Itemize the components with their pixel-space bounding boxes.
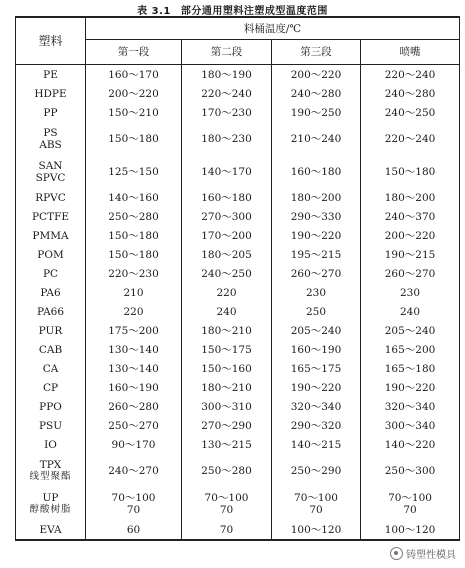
temperature-cell: 160～170 bbox=[86, 65, 182, 85]
table-row bbox=[16, 302, 460, 321]
temperature-cell: 250～280 bbox=[182, 454, 272, 487]
temperature-cell: 240～280 bbox=[361, 84, 460, 103]
table-row bbox=[16, 520, 460, 540]
temperature-cell: 240～270 bbox=[86, 454, 182, 487]
temperature-cell: 240 bbox=[361, 302, 460, 321]
table-row bbox=[16, 122, 460, 155]
plastic-name-cell bbox=[16, 207, 86, 226]
plastic-name: ABS bbox=[39, 138, 62, 151]
temperature-cell: 190～215 bbox=[361, 245, 460, 264]
temperature-cell: 150～180 bbox=[361, 155, 460, 188]
table-row bbox=[16, 454, 460, 487]
zone-header: 第一段 bbox=[86, 40, 182, 65]
temperature-cell: 320～340 bbox=[272, 397, 361, 416]
temperature-cell: 130～140 bbox=[86, 340, 182, 359]
temperature-cell: 150～175 bbox=[182, 340, 272, 359]
temperature-cell: 180～200 bbox=[272, 188, 361, 207]
temperature-cell: 270～300 bbox=[182, 207, 272, 226]
plastic-name-cell bbox=[16, 454, 86, 487]
temperature-cell: 150～160 bbox=[182, 359, 272, 378]
temperature-cell: 140～215 bbox=[272, 435, 361, 454]
temperature-table bbox=[15, 16, 460, 541]
table-row bbox=[16, 103, 460, 122]
temperature-cell: 260～280 bbox=[86, 397, 182, 416]
plastic-name-cell bbox=[16, 520, 86, 540]
plastic-name: 醇酸树脂 bbox=[29, 503, 72, 515]
plastic-name: TPX bbox=[39, 458, 62, 471]
plastic-name: PA66 bbox=[36, 305, 65, 318]
plastic-name-cell bbox=[16, 155, 86, 188]
temperature-cell: 140～160 bbox=[86, 188, 182, 207]
plastic-name-cell bbox=[16, 283, 86, 302]
temperature-cell: 70～100 70 bbox=[86, 487, 182, 520]
temperature-cell: 250～280 bbox=[86, 207, 182, 226]
plastic-name: PC bbox=[42, 267, 59, 280]
plastic-name: PMMA bbox=[32, 229, 69, 242]
table-caption bbox=[0, 2, 465, 17]
temperature-cell: 160～190 bbox=[86, 378, 182, 397]
temperature-cell: 240 bbox=[182, 302, 272, 321]
table-row bbox=[16, 321, 460, 340]
temperature-cell: 170～200 bbox=[182, 226, 272, 245]
zone-header: 第三段 bbox=[272, 40, 361, 65]
table-row bbox=[16, 207, 460, 226]
temperature-cell: 180～190 bbox=[182, 65, 272, 85]
temperature-cell: 180～210 bbox=[182, 378, 272, 397]
temperature-cell: 170～230 bbox=[182, 103, 272, 122]
plastic-name-cell bbox=[16, 321, 86, 340]
table-row bbox=[16, 435, 460, 454]
plastic-name: PSU bbox=[38, 419, 63, 432]
table-row bbox=[16, 155, 460, 188]
temperature-cell: 150～180 bbox=[86, 122, 182, 155]
temperature-cell: 300～340 bbox=[361, 416, 460, 435]
temperature-cell: 180～200 bbox=[361, 188, 460, 207]
plastic-name: POM bbox=[37, 248, 64, 261]
table-row bbox=[16, 65, 460, 85]
plastic-name-cell bbox=[16, 103, 86, 122]
table-row bbox=[16, 188, 460, 207]
watermark-text: 铸塑性模具 bbox=[406, 550, 456, 561]
temperature-cell: 230 bbox=[272, 283, 361, 302]
temperature-cell: 200～220 bbox=[86, 84, 182, 103]
zone-header: 喷嘴 bbox=[361, 40, 460, 65]
temperature-cell: 180～210 bbox=[182, 321, 272, 340]
temperature-cell: 250 bbox=[272, 302, 361, 321]
temperature-cell: 320～340 bbox=[361, 397, 460, 416]
plastic-name-cell bbox=[16, 84, 86, 103]
temperature-cell: 160～180 bbox=[182, 188, 272, 207]
temperature-cell: 205～240 bbox=[272, 321, 361, 340]
table-row bbox=[16, 359, 460, 378]
table-row bbox=[16, 416, 460, 435]
temperature-cell: 200～220 bbox=[272, 65, 361, 85]
temperature-cell: 220 bbox=[86, 302, 182, 321]
temperature-cell: 260～270 bbox=[361, 264, 460, 283]
table-body bbox=[16, 65, 460, 541]
temperature-cell: 160～190 bbox=[272, 340, 361, 359]
temperature-cell: 205～240 bbox=[361, 321, 460, 340]
temperature-cell: 270～290 bbox=[182, 416, 272, 435]
temperature-cell: 160～180 bbox=[272, 155, 361, 188]
temperature-cell: 165～175 bbox=[272, 359, 361, 378]
plastic-name: UP bbox=[42, 491, 59, 504]
table-row bbox=[16, 245, 460, 264]
plastic-name: EVA bbox=[39, 523, 62, 536]
plastic-name: PS bbox=[43, 126, 58, 139]
table-row bbox=[16, 340, 460, 359]
plastic-column-header: 塑料 bbox=[16, 17, 86, 65]
temperature-cell: 140～220 bbox=[361, 435, 460, 454]
temperature-cell: 220～230 bbox=[86, 264, 182, 283]
table-title: 部分通用塑料注塑成型温度范围 bbox=[180, 6, 328, 17]
table-row bbox=[16, 397, 460, 416]
plastic-name-cell bbox=[16, 264, 86, 283]
table-header bbox=[16, 17, 460, 65]
temperature-cell: 175～200 bbox=[86, 321, 182, 340]
temperature-cell: 190～250 bbox=[272, 103, 361, 122]
temperature-cell: 190～220 bbox=[272, 378, 361, 397]
temperature-cell: 240～280 bbox=[272, 84, 361, 103]
plastic-name: PUR bbox=[38, 324, 63, 337]
temperature-cell: 70～100 70 bbox=[272, 487, 361, 520]
temperature-cell: 250～270 bbox=[86, 416, 182, 435]
plastic-name: CAB bbox=[38, 343, 63, 356]
plastic-name: HDPE bbox=[34, 87, 67, 100]
temperature-cell: 190～220 bbox=[272, 226, 361, 245]
temperature-cell: 180～205 bbox=[182, 245, 272, 264]
temperature-cell: 250～290 bbox=[272, 454, 361, 487]
zone-header: 第二段 bbox=[182, 40, 272, 65]
temperature-cell: 70～100 70 bbox=[361, 487, 460, 520]
temperature-cell: 125～150 bbox=[86, 155, 182, 188]
plastic-name-cell bbox=[16, 359, 86, 378]
plastic-name: 线型聚酯 bbox=[29, 470, 72, 482]
temperature-cell: 220～240 bbox=[182, 84, 272, 103]
temperature-cell: 130～140 bbox=[86, 359, 182, 378]
temperature-cell: 210 bbox=[86, 283, 182, 302]
barrel-temperature-header: 料桶温度/℃ bbox=[86, 17, 460, 40]
temperature-cell: 70 bbox=[182, 520, 272, 540]
temperature-cell: 230 bbox=[361, 283, 460, 302]
table-row bbox=[16, 226, 460, 245]
plastic-name-cell bbox=[16, 416, 86, 435]
temperature-cell: 100～120 bbox=[272, 520, 361, 540]
temperature-cell: 150～180 bbox=[86, 245, 182, 264]
temperature-cell: 180～230 bbox=[182, 122, 272, 155]
temperature-cell: 150～210 bbox=[86, 103, 182, 122]
plastic-name: SPVC bbox=[35, 171, 66, 184]
plastic-name: SAN bbox=[38, 159, 63, 172]
plastic-name-cell bbox=[16, 65, 86, 85]
temperature-cell: 240～370 bbox=[361, 207, 460, 226]
plastic-name-cell bbox=[16, 226, 86, 245]
plastic-name: IO bbox=[44, 438, 57, 451]
plastic-name: PE bbox=[43, 68, 58, 81]
temperature-cell: 210～240 bbox=[272, 122, 361, 155]
plastic-name-cell bbox=[16, 340, 86, 359]
plastic-name: PP bbox=[43, 106, 58, 119]
plastic-name: CP bbox=[42, 381, 59, 394]
table-row bbox=[16, 264, 460, 283]
temperature-cell: 240～250 bbox=[182, 264, 272, 283]
table-row bbox=[16, 84, 460, 103]
temperature-cell: 165～180 bbox=[361, 359, 460, 378]
table-row bbox=[16, 487, 460, 520]
plastic-name-cell bbox=[16, 378, 86, 397]
plastic-name-cell bbox=[16, 245, 86, 264]
table-number: 表 3.1 bbox=[137, 6, 171, 17]
table-row bbox=[16, 378, 460, 397]
plastic-name-cell bbox=[16, 487, 86, 520]
temperature-cell: 195～215 bbox=[272, 245, 361, 264]
plastic-name-cell bbox=[16, 188, 86, 207]
temperature-cell: 250～300 bbox=[361, 454, 460, 487]
temperature-cell: 60 bbox=[86, 520, 182, 540]
plastic-name: PPO bbox=[39, 400, 62, 413]
plastic-name: PCTFE bbox=[31, 210, 70, 223]
plastic-name-cell bbox=[16, 397, 86, 416]
temperature-cell: 90～170 bbox=[86, 435, 182, 454]
temperature-cell: 200～220 bbox=[361, 226, 460, 245]
temperature-cell: 100～120 bbox=[361, 520, 460, 540]
temperature-cell: 140～170 bbox=[182, 155, 272, 188]
temperature-cell: 190～220 bbox=[361, 378, 460, 397]
plastic-name-cell bbox=[16, 122, 86, 155]
temperature-cell: 300～310 bbox=[182, 397, 272, 416]
plastic-name: PA6 bbox=[40, 286, 61, 299]
temperature-cell: 165～200 bbox=[361, 340, 460, 359]
plastic-name: CA bbox=[42, 362, 59, 375]
plastic-name-cell bbox=[16, 435, 86, 454]
plastic-name-cell bbox=[16, 302, 86, 321]
wechat-icon bbox=[390, 547, 403, 560]
temperature-cell: 220～240 bbox=[361, 122, 460, 155]
temperature-cell: 290～330 bbox=[272, 207, 361, 226]
table-row bbox=[16, 283, 460, 302]
temperature-cell: 220～240 bbox=[361, 65, 460, 85]
plastic-name: RPVC bbox=[35, 191, 66, 204]
temperature-cell: 70～100 70 bbox=[182, 487, 272, 520]
temperature-cell: 220 bbox=[182, 283, 272, 302]
temperature-cell: 150～180 bbox=[86, 226, 182, 245]
temperature-cell: 260～270 bbox=[272, 264, 361, 283]
temperature-cell: 240～250 bbox=[361, 103, 460, 122]
temperature-cell: 290～320 bbox=[272, 416, 361, 435]
watermark bbox=[387, 545, 459, 562]
temperature-cell: 130～215 bbox=[182, 435, 272, 454]
